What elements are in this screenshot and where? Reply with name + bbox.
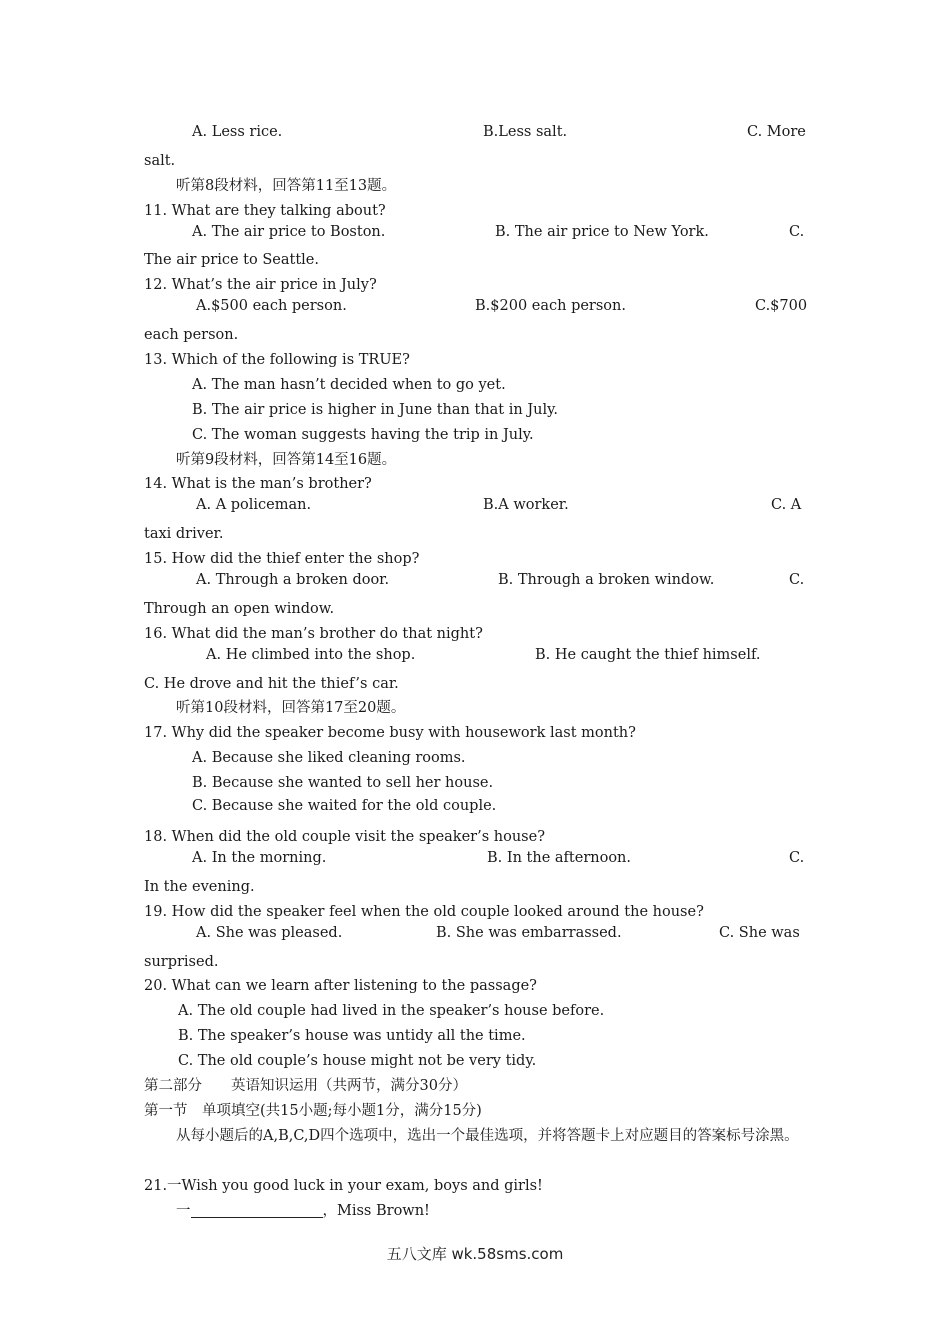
option-row — [144, 298, 808, 323]
option-a: A. Less rice. — [192, 124, 283, 140]
option-c: C. — [789, 849, 805, 866]
option-b: B. He caught the thief himself. — [535, 646, 761, 663]
option-row — [144, 572, 808, 597]
option-a: A. The man hasn’t decided when to go yet. — [192, 376, 506, 393]
question-17: 17. Why did the speaker become busy with housework last month? — [144, 725, 636, 742]
question-15: 15. How did the thief enter the shop? — [144, 551, 420, 568]
question-18: 18. When did the old couple visit the speaker’s house? — [144, 829, 545, 846]
option-c: C. The old couple’s house might not be very tidy. — [178, 1053, 537, 1070]
text-line: taxi driver. — [144, 526, 224, 543]
answer-suffix: ，Miss Brown! — [322, 1202, 430, 1219]
exam-page — [144, 124, 808, 1224]
section-instruction: 听第8段材料，回答第11至13题。 — [176, 177, 397, 194]
option-a: A. Because she liked cleaning rooms. — [192, 750, 466, 767]
option-b: B. Because she wanted to sell her house. — [192, 775, 494, 792]
answer-blank — [191, 1201, 323, 1218]
option-a: A. The old couple had lived in the speaker’s house before. — [178, 1003, 605, 1020]
section-instruction: 听第9段材料，回答第14至16题。 — [176, 451, 397, 468]
option-c: C.$700 — [755, 298, 808, 315]
option-c: C. He drove and hit the thief’s car. — [144, 675, 399, 692]
question-20: 20. What can we learn after listening to the passage? — [144, 978, 537, 995]
option-b: B. The speaker’s house was untidy all the time. — [178, 1028, 526, 1045]
option-c: C. More — [747, 124, 806, 140]
option-a: A. A policeman. — [196, 497, 312, 514]
text-line: In the evening. — [144, 878, 255, 895]
option-a: A. The air price to Boston. — [192, 223, 386, 240]
option-b: B.Less salt. — [483, 124, 568, 140]
question-19: 19. How did the speaker feel when the old couple looked around the house? — [144, 903, 704, 920]
text-line: The air price to Seattle. — [144, 252, 319, 269]
option-c: C. Because she waited for the old couple. — [192, 798, 497, 815]
option-a: A.$500 each person. — [196, 298, 347, 315]
dash: 一 — [176, 1202, 191, 1219]
option-row — [144, 925, 808, 950]
option-row — [144, 647, 808, 672]
option-b: B. The air price to New York. — [495, 223, 709, 240]
question-11: 11. What are they talking about? — [144, 202, 386, 219]
option-c: C. — [789, 223, 805, 240]
option-c: C. A — [771, 497, 802, 514]
question-21: 21.一Wish you good luck in your exam, boys and girls! — [144, 1177, 543, 1194]
answer-line — [144, 1199, 808, 1224]
text-line: each person. — [144, 327, 239, 344]
option-b: B. She was embarrassed. — [436, 924, 622, 941]
section-instruction: 听第10段材料，回答第17至20题。 — [176, 700, 406, 717]
text-line: salt. — [144, 152, 176, 169]
option-b: B. The air price is higher in June than that in July. — [192, 401, 558, 418]
text-line: Through an open window. — [144, 600, 335, 617]
option-b: B.$200 each person. — [475, 298, 626, 315]
instruction-paragraph: 从每小题后的A,B,C,D四个选项中，选出一个最佳选项，并将答题卡上对应题目的答案标号涂黑。 — [176, 1127, 799, 1144]
option-a: A. Through a broken door. — [196, 572, 390, 589]
option-row — [144, 124, 808, 149]
option-row — [144, 497, 808, 522]
option-b: B. Through a broken window. — [498, 572, 715, 589]
option-b: B. In the afternoon. — [487, 849, 632, 866]
text-line: surprised. — [144, 953, 219, 970]
question-13: 13. Which of the following is TRUE? — [144, 352, 410, 369]
option-a: A. He climbed into the shop. — [206, 646, 416, 663]
option-row — [144, 850, 808, 875]
question-12: 12. What’s the air price in July? — [144, 277, 377, 294]
question-14: 14. What is the man’s brother? — [144, 476, 372, 493]
option-row — [144, 224, 808, 249]
option-a: A. She was pleased. — [196, 924, 343, 941]
option-c: C. — [789, 572, 805, 589]
option-c: C. She was — [719, 924, 800, 941]
option-c: C. The woman suggests having the trip in July. — [192, 426, 534, 443]
question-16: 16. What did the man’s brother do that night? — [144, 625, 483, 642]
footer-watermark: 五八文库 wk.58sms.com — [386, 1245, 564, 1263]
option-b: B.A worker. — [483, 497, 569, 514]
part-heading: 第二部分 英语知识运用（共两节，满分30分） — [144, 1077, 467, 1094]
section-heading: 第一节 单项填空(共15小题;每小题1分，满分15分) — [144, 1102, 482, 1119]
option-a: A. In the morning. — [192, 849, 327, 866]
